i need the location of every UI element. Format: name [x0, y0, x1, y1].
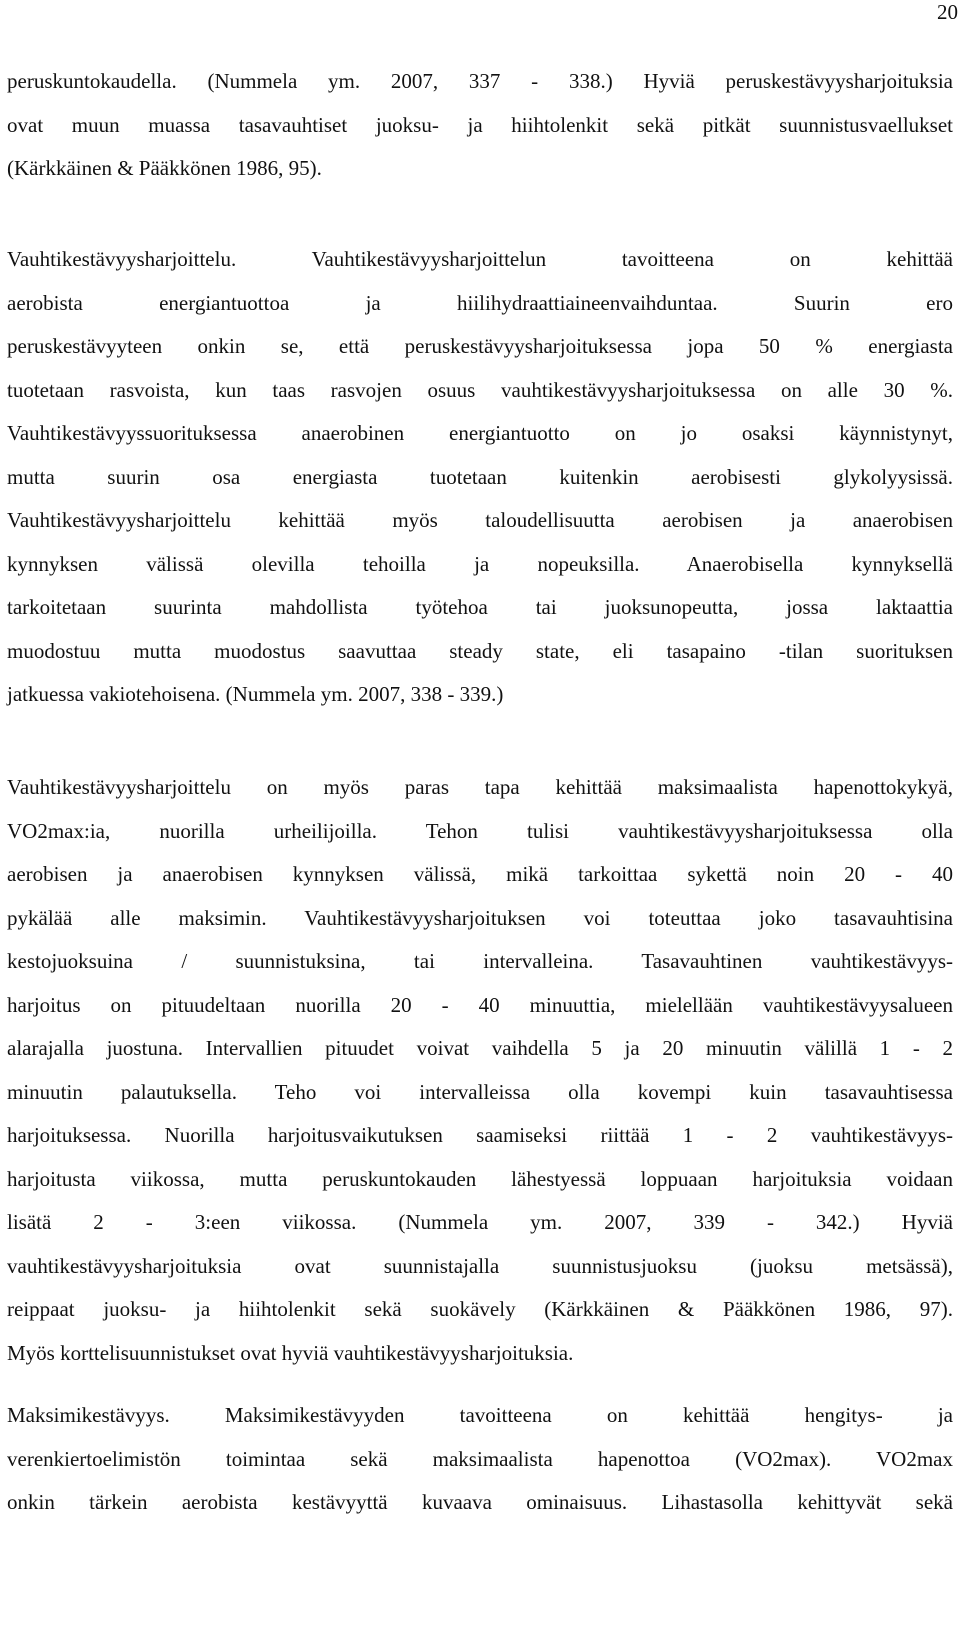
text-line: Vauhtikestävyysharjoittelu on myös paras tapa kehittää maksimaalista hapenottokykyä, — [7, 775, 953, 799]
text-line: harjoitus on pituudeltaan nuorilla 20 - 40 minuuttia, mielellään vauhtikestävyysalueen — [7, 992, 953, 1017]
text-line: Maksimikestävyys. Maksimikestävyyden tavoitteena on kehittää hengitys- ja — [7, 1403, 953, 1427]
text-line: Vauhtikestävyyssuorituksessa anaerobinen energiantuotto on jo osaksi käynnistynyt, — [7, 421, 953, 445]
text-line: harjoituksessa. Nuorilla harjoitusvaikutuksen saamiseksi riittää 1 - 2 vauhtikestävyys- — [7, 1123, 953, 1147]
text-line: verenkiertoelimistön toimintaa sekä maksimaalista hapenottoa (VO2max). VO2max — [7, 1446, 953, 1471]
text-line: peruskuntokaudella. (Nummela ym. 2007, 337 - 338.) Hyviä peruskestävyysharjoituksia — [7, 69, 953, 93]
text-line: mutta suurin osa energiasta tuotetaan kuitenkin aerobisesti glykolyysissä. — [7, 464, 953, 489]
text-line: pykälää alle maksimin. Vauhtikestävyysharjoituksen voi toteuttaa joko tasavauhtisina — [7, 905, 953, 930]
text-line: harjoitusta viikossa, mutta peruskuntokauden lähestyessä loppuaan harjoituksia voidaan — [7, 1166, 953, 1191]
text-line: Myös korttelisuunnistukset ovat hyviä vauhtikestävyysharjoituksia. — [7, 1340, 574, 1365]
text-line: lisätä 2 - 3:een viikossa. (Nummela ym. 2007, 339 - 342.) Hyviä — [7, 1210, 953, 1234]
text-line: vauhtikestävyysharjoituksia ovat suunnistajalla suunnistusjuoksu (juoksu metsässä), — [7, 1253, 953, 1278]
text-line: minuutin palautuksella. Teho voi intervalleissa olla kovempi kuin tasavauhtisessa — [7, 1079, 953, 1104]
text-line: VO2max:ia, nuorilla urheilijoilla. Tehon tulisi vauhtikestävyysharjoituksessa olla — [7, 818, 953, 843]
text-line: ovat muun muassa tasavauhtiset juoksu- ja hiihtolenkit sekä pitkät suunnistusvaellukset — [7, 112, 953, 137]
text-line: kynnyksen välissä olevilla tehoilla ja nopeuksilla. Anaerobisella kynnyksellä — [7, 551, 953, 576]
text-line: Vauhtikestävyysharjoittelu. Vauhtikestävyysharjoittelun tavoitteena on kehittää — [7, 247, 953, 271]
text-line: tarkoitetaan suurinta mahdollista työtehoa tai juoksunopeutta, jossa laktaattia — [7, 595, 953, 619]
text-line: (Kärkkäinen & Pääkkönen 1986, 95). — [7, 156, 322, 180]
text-line: jatkuessa vakiotehoisena. (Nummela ym. 2007, 338 - 339.) — [7, 682, 504, 706]
text-line: reippaat juoksu- ja hiihtolenkit sekä suokävely (Kärkkäinen & Pääkkönen 1986, 97). — [7, 1297, 953, 1321]
text-line: aerobisen ja anaerobisen kynnyksen välissä, mikä tarkoittaa sykettä noin 20 - 40 — [7, 862, 953, 886]
text-line: aerobista energiantuottoa ja hiilihydraattiaineenvaihduntaa. Suurin ero — [7, 290, 953, 315]
text-line: onkin tärkein aerobista kestävyyttä kuvaava ominaisuus. Lihastasolla kehittyvät sekä — [7, 1490, 953, 1514]
text-line: muodostuu mutta muodostus saavuttaa steady state, eli tasapaino -tilan suorituksen — [7, 638, 953, 663]
text-line: kestojuoksuina / suunnistuksina, tai intervalleina. Tasavauhtinen vauhtikestävyys- — [7, 949, 953, 973]
text-line: alarajalla juostuna. Intervallien pituudet voivat vaihdella 5 ja 20 minuutin välillä 1 - 2 — [7, 1036, 953, 1060]
page-number: 20 — [937, 0, 958, 24]
text-line: tuotetaan rasvoista, kun taas rasvojen osuus vauhtikestävyysharjoituksessa on alle 30 %. — [7, 377, 953, 402]
text-line: peruskestävyyteen onkin se, että peruskestävyysharjoituksessa jopa 50 % energiasta — [7, 334, 953, 358]
text-line: Vauhtikestävyysharjoittelu kehittää myös taloudellisuutta aerobisen ja anaerobisen — [7, 508, 953, 532]
